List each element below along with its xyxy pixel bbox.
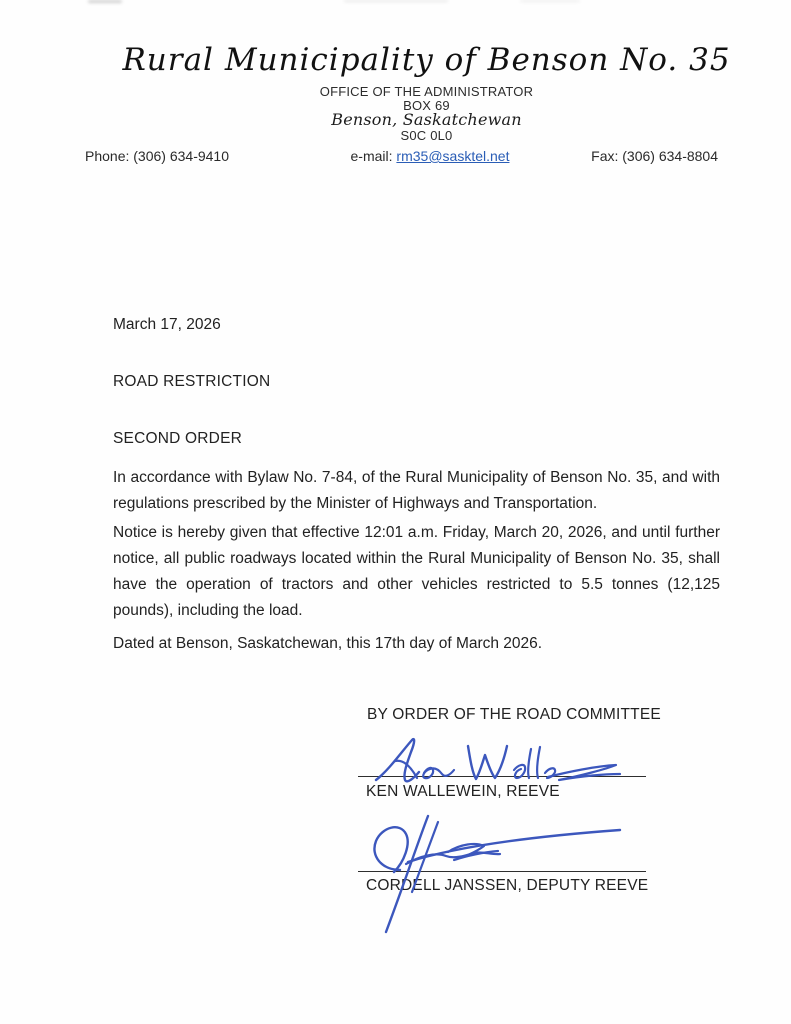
contact-row — [0, 148, 791, 168]
subject-line: ROAD RESTRICTION — [113, 373, 271, 390]
paragraph-bylaw: In accordance with Bylaw No. 7-84, of the Rural Municipality of Benson No. 35, and with regulations prescribed by the Minister of Highways and Transportation. — [113, 469, 720, 512]
signer-name-deputy-reeve: CORDELL JANSSEN, DEPUTY REEVE — [366, 877, 649, 894]
order-line: SECOND ORDER — [113, 430, 242, 447]
scan-artifact — [344, 0, 448, 2]
scan-artifact — [88, 0, 122, 3]
by-order-line: BY ORDER OF THE ROAD COMMITTEE — [367, 706, 661, 723]
paragraph-notice: Notice is hereby given that effective 12:01 a.m. Friday, March 20, 2026, and until further notice, all public roadways located within the Rural Municipality of Benson No. 35, shall have the operation of tractors and other vehicles restricted to 5.5 tonnes (12,125 pounds), including the load. — [113, 524, 720, 619]
letter-date: March 17, 2026 — [113, 316, 221, 333]
office-line: OFFICE OF THE ADMINISTRATOR — [319, 84, 534, 99]
postal-code-line: S0C 0L0 — [400, 128, 453, 143]
phone-number: Phone: (306) 634-9410 — [85, 148, 229, 164]
box-line: BOX 69 — [403, 98, 450, 113]
scan-artifact — [520, 0, 580, 2]
email-link[interactable]: rm35@sasktel.net — [396, 148, 510, 164]
email-line — [330, 148, 530, 164]
signer-name-reeve: KEN WALLEWEIN, REEVE — [366, 783, 560, 800]
signature-line — [358, 871, 646, 872]
dated-line: Dated at Benson, Saskatchewan, this 17th day of March 2026. — [113, 635, 543, 652]
fax-number: Fax: (306) 634-8804 — [591, 148, 718, 164]
email-label: e-mail: — [350, 148, 397, 164]
city-line: Benson, Saskatchewan — [331, 110, 522, 129]
signature-line — [358, 776, 646, 777]
organization-title: Rural Municipality of Benson No. 35 — [122, 42, 731, 78]
